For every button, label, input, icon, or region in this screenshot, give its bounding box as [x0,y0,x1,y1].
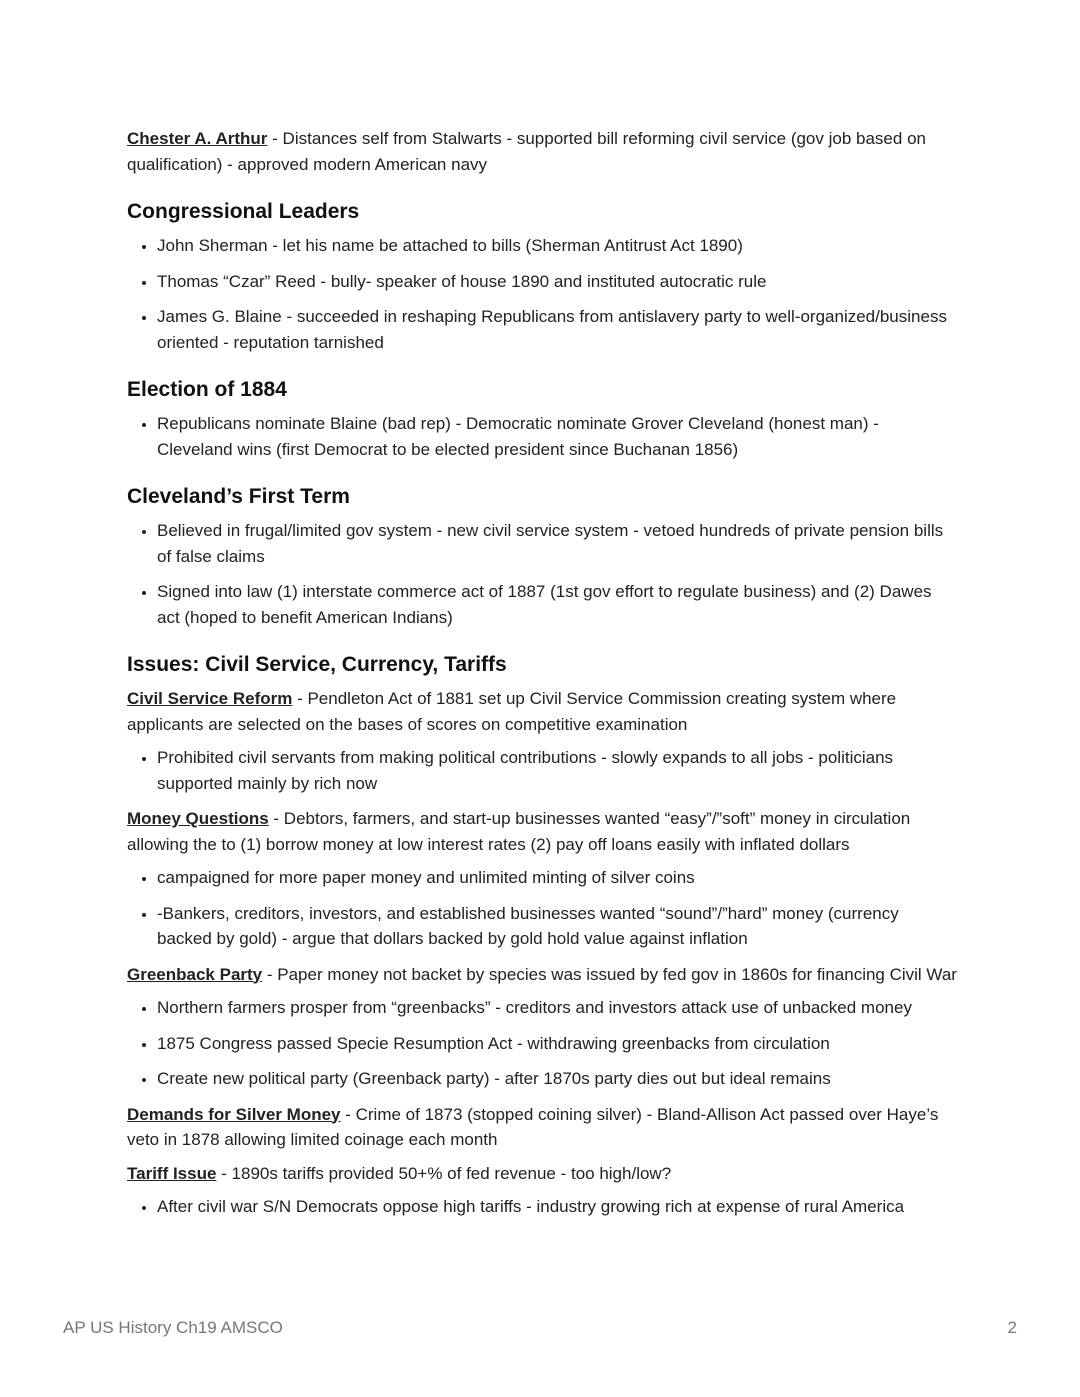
tariff-text: - 1890s tariffs provided 50+% of fed revenue - too high/low? [216,1163,672,1183]
civil-service-text: - Pendleton Act of 1881 set up Civil Service Commission creating system where applicants are selected on the bases of scores on competitive examination [127,689,897,734]
list-item: • Northern farmers prosper from “greenbacks” - creditors and investors attack use of unbacked money [157,995,957,1021]
tariff-list [127,1194,957,1220]
document-body [127,126,957,1230]
list-item: • After civil war S/N Democrats oppose high tariffs - industry growing rich at expense of rural America [157,1194,957,1220]
cleveland-heading: Cleveland’s First Term [127,485,350,508]
footer-title: AP US History Ch19 AMSCO [63,1318,283,1337]
greenback-paragraph [127,962,957,988]
arthur-text: - Distances self from Stalwarts - supported bill reforming civil service (gov job based on qualification) - approved modern American navy [127,129,926,174]
list-item: • John Sherman - let his name be attached to bills (Sherman Antitrust Act 1890) [157,233,957,259]
silver-text: - Crime of 1873 (stopped coining silver) - Bland-Allison Act passed over Haye’s veto in 1878 allowing limited coinage each month [127,1104,939,1149]
money-text: - Debtors, farmers, and start-up businesses wanted “easy”/”soft” money in circulation allowing the to (1) borrow money at low interest rates (2) pay off loans easily with inflated dollars [127,809,911,854]
silver-paragraph [127,1102,957,1153]
tariff-paragraph [127,1161,957,1187]
tariff-term: Tariff Issue [127,1163,217,1183]
list-item: • James G. Blaine - succeeded in reshaping Republicans from antislavery party to well-organized/business oriented - reputation tarnished [157,304,957,355]
civil-service-term: Civil Service Reform [127,689,293,708]
civil-service-paragraph [127,686,957,737]
list-item: • Believed in frugal/limited gov system - new civil service system - vetoed hundreds of private pension bills of false claims [157,518,957,569]
cleveland-list [127,518,957,630]
election-heading: Election of 1884 [127,378,287,401]
list-item: • -Bankers, creditors, investors, and established businesses wanted “sound”/”hard” money (currency backed by gold) - argue that dollars backed by gold hold value against inflation [157,901,957,952]
page-number: 2 [1007,1318,1017,1337]
list-item: • Prohibited civil servants from making political contributions - slowly expands to all jobs - politicians supported mainly by rich now [157,745,957,796]
greenback-term: Greenback Party [127,964,263,984]
congressional-list [127,233,957,355]
election-list [127,411,957,462]
list-item: • Create new political party (Greenback party) - after 1870s party dies out but ideal remains [157,1066,957,1092]
arthur-term: Chester A. Arthur [127,129,268,148]
money-term: Money Questions [127,809,269,828]
civil-service-list [127,745,957,796]
congressional-heading: Congressional Leaders [127,200,360,223]
money-paragraph [127,806,957,857]
list-item: • Thomas “Czar” Reed - bully- speaker of house 1890 and instituted autocratic rule [157,269,957,295]
greenback-text: - Paper money not backet by species was issued by fed gov in 1860s for financing Civil War [262,964,957,984]
silver-term: Demands for Silver Money [127,1104,341,1124]
greenback-list [127,995,957,1092]
list-item: • Republicans nominate Blaine (bad rep) - Democratic nominate Grover Cleveland (honest man) - Cleveland wins (first Democrat to be elected president since Buchanan 1856) [157,411,957,462]
arthur-paragraph [127,126,957,177]
list-item: • Signed into law (1) interstate commerce act of 1887 (1st gov effort to regulate business) and (2) Dawes act (hoped to benefit American Indians) [157,579,957,630]
issues-heading: Issues: Civil Service, Currency, Tariffs [127,653,507,676]
money-list [127,865,957,952]
list-item: • campaigned for more paper money and unlimited minting of silver coins [157,865,957,891]
list-item: • 1875 Congress passed Specie Resumption Act - withdrawing greenbacks from circulation [157,1031,957,1057]
